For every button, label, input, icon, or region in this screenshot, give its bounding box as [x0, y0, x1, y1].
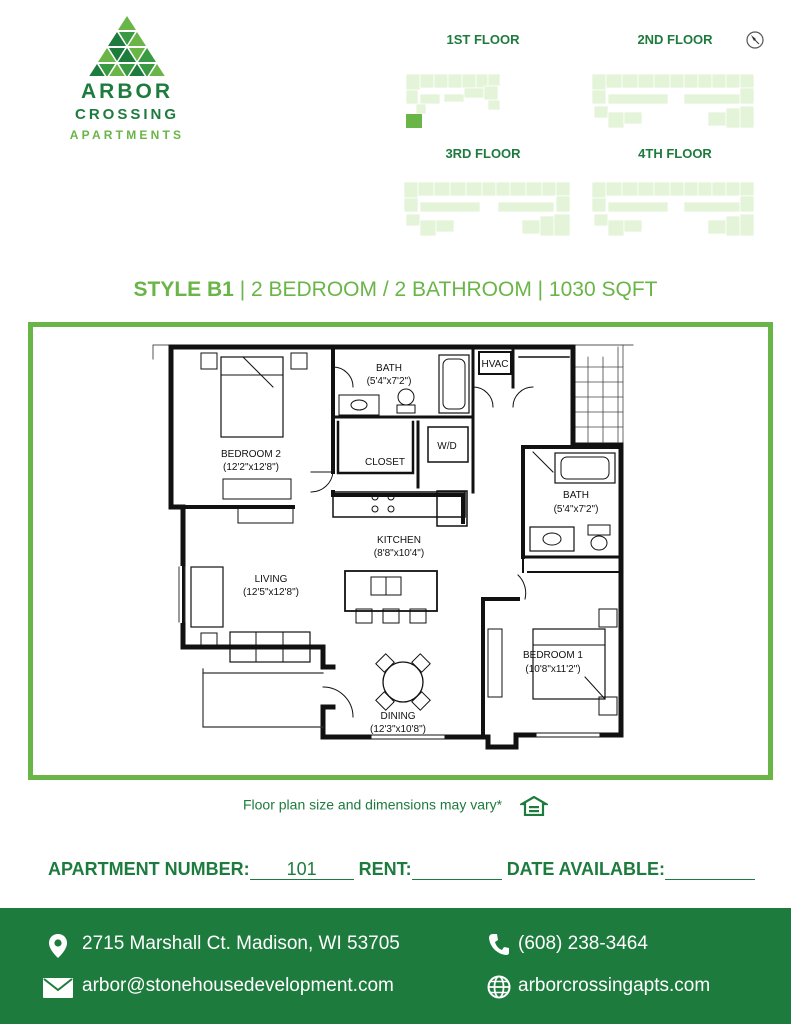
unit-style-name: STYLE B1: [133, 278, 234, 301]
label-bath-right: BATH: [563, 490, 589, 501]
unit-style-details: | 2 BEDROOM / 2 BATHROOM | 1030 SQFT: [239, 278, 658, 301]
floor-3-label: 3RD FLOOR: [445, 146, 521, 161]
label-bedroom-2: BEDROOM 2: [220, 449, 282, 460]
label-living: LIVING: [254, 574, 288, 585]
disclaimer: [0, 796, 791, 816]
label-bedroom-1-dim: (10'8"x11'2"): [525, 664, 581, 675]
phone-text[interactable]: (608) 238-3464: [518, 933, 648, 954]
apartment-number-field[interactable]: 101: [250, 859, 354, 880]
logo-text-arbor: ARBOR: [81, 80, 173, 103]
availability-form: [48, 859, 755, 880]
website-text[interactable]: arborcrossingapts.com: [518, 975, 711, 996]
label-wd: W/D: [437, 441, 457, 452]
date-available-label: DATE AVAILABLE:: [506, 859, 666, 879]
compass-icon: [745, 30, 765, 50]
map-pin-icon: [48, 933, 68, 959]
rent-label: RENT:: [358, 859, 412, 879]
arbor-crossing-logo: [56, 14, 198, 144]
unit-style-title: [0, 278, 791, 302]
floor-1-map: [404, 72, 504, 130]
floor-2-label: 2ND FLOOR: [637, 32, 713, 47]
equal-housing-icon: [520, 796, 548, 816]
floor-4-label: 4TH FLOOR: [638, 146, 712, 161]
label-kitchen-dim: (8'8"x10'4"): [373, 548, 425, 559]
address-text: 2715 Marshall Ct. Madison, WI 53705: [82, 933, 400, 954]
label-bath-right-dim: (5'4"x7'2"): [553, 504, 599, 515]
label-kitchen: KITCHEN: [377, 535, 421, 546]
label-bath-top-dim: (5'4"x7'2"): [366, 376, 412, 387]
label-bedroom-1: BEDROOM 1: [522, 650, 584, 661]
rent-field[interactable]: [412, 859, 502, 880]
tree-triangle-icon: [56, 14, 198, 76]
floor-plan-drawing: [33, 327, 768, 775]
envelope-icon: [43, 978, 73, 998]
floor-3-map: [402, 180, 574, 238]
email-text[interactable]: arbor@stonehousedevelopment.com: [82, 975, 394, 996]
logo-text-apartments: APARTMENTS: [69, 128, 185, 142]
globe-icon: [487, 975, 511, 999]
label-bath-top: BATH: [376, 363, 402, 374]
phone-icon: [488, 932, 510, 956]
label-living-dim: (12'5"x12'8"): [243, 587, 299, 598]
disclaimer-text: Floor plan size and dimensions may vary*: [242, 796, 503, 813]
apartment-number-label: APARTMENT NUMBER:: [48, 859, 250, 879]
date-available-field[interactable]: [665, 859, 755, 880]
label-bedroom-2-dim: (12'2"x12'8"): [223, 462, 279, 473]
label-dining-dim: (12'3"x10'8"): [370, 724, 426, 735]
floor-plan-frame: [28, 322, 773, 780]
label-dining: DINING: [380, 711, 416, 722]
highlighted-unit: [406, 114, 422, 128]
contact-footer: [0, 908, 791, 1024]
floor-2-map: [590, 72, 758, 130]
floor-1-label: 1ST FLOOR: [446, 32, 520, 47]
floor-4-map: [590, 180, 758, 238]
logo-text-crossing: CROSSING: [74, 106, 179, 123]
label-hvac: HVAC: [481, 359, 509, 370]
label-closet: CLOSET: [364, 457, 406, 468]
